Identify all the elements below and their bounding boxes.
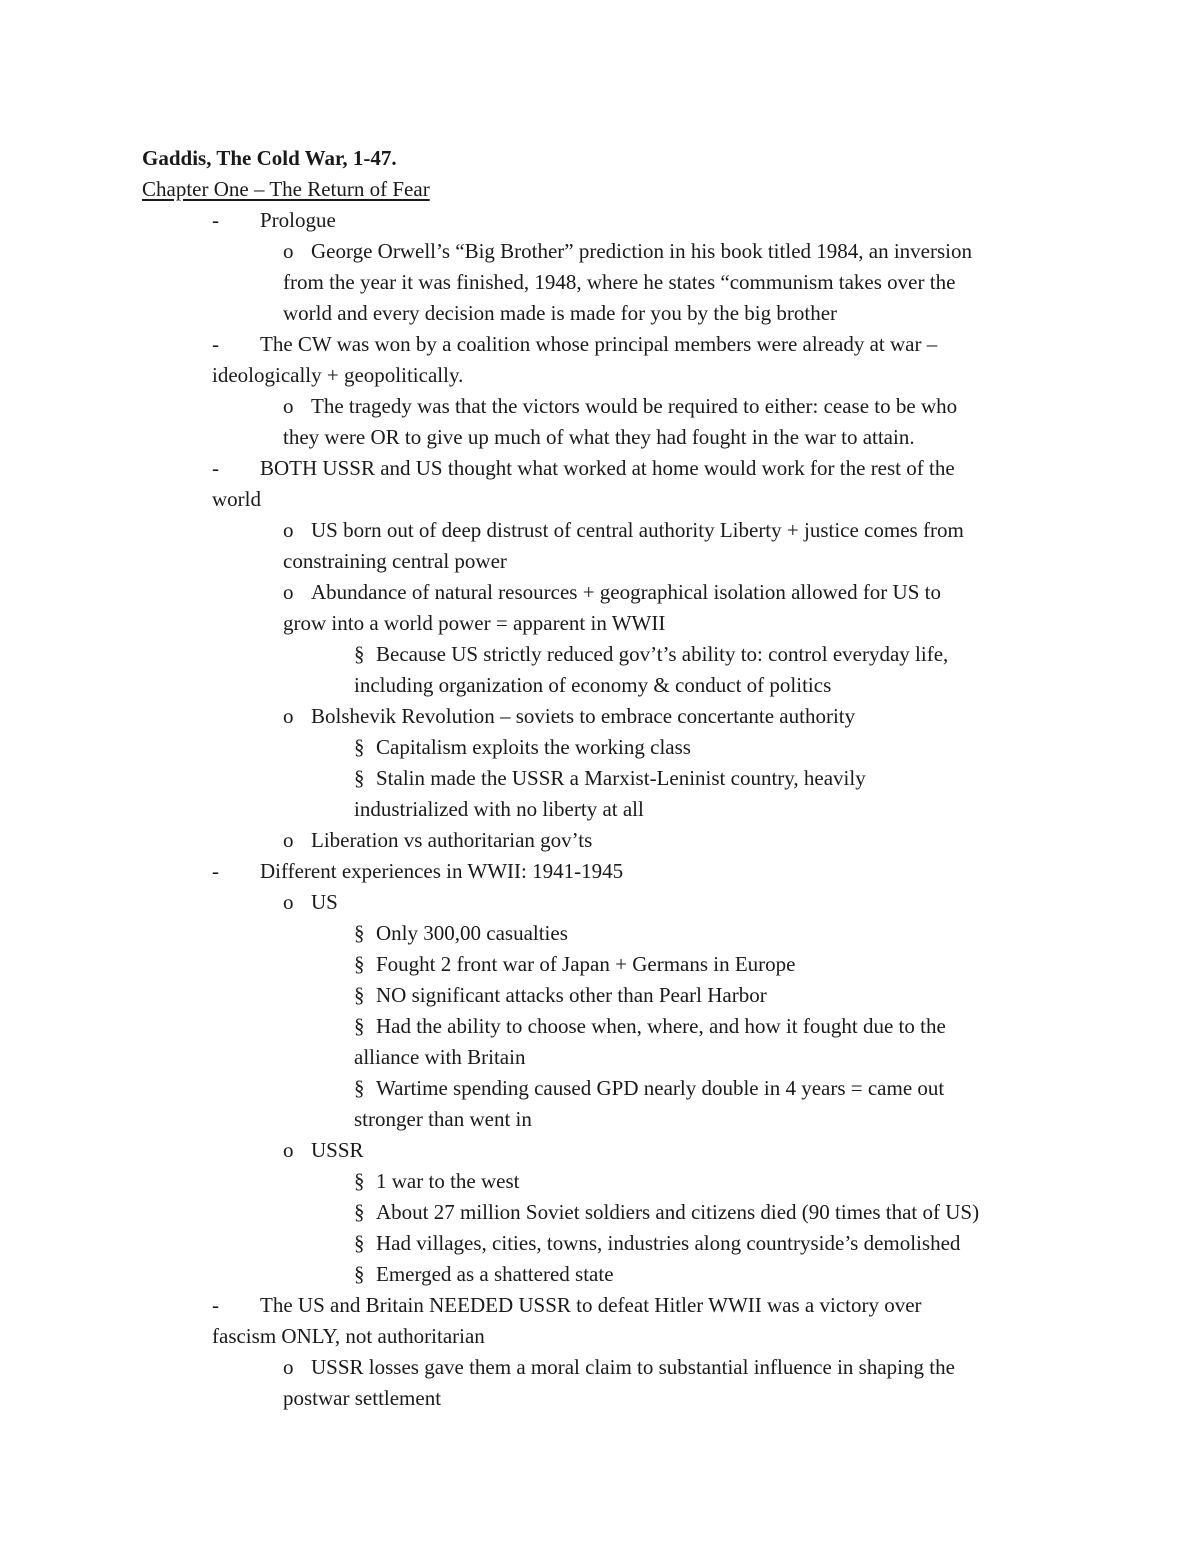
outline-text-line: Emerged as a shattered state [376, 1262, 614, 1286]
outline-text-line: The tragedy was that the victors would be required to either: cease to be who [311, 394, 958, 418]
outline-item-level-3 [0, 1166, 1200, 1197]
outline-text-line: stronger than went in [354, 1107, 532, 1131]
section-bullet-icon: § [354, 952, 365, 976]
outline-item-text [0, 1259, 1200, 1290]
circle-bullet-icon: o [283, 828, 294, 852]
outline-item-level-1 [0, 856, 1200, 887]
outline-item-level-2 [0, 825, 1200, 856]
outline-text-line: world [212, 487, 261, 511]
notes-outline [0, 205, 1200, 1414]
outline-item-text [0, 515, 1200, 577]
outline-item-level-3 [0, 980, 1200, 1011]
outline-text-line: constraining central power [283, 549, 507, 573]
document-title: Gaddis, The Cold War, 1-47. [142, 146, 397, 170]
outline-text-line: 1 war to the west [376, 1169, 520, 1193]
section-bullet-icon: § [354, 1014, 365, 1038]
outline-text-line: world and every decision made is made for you by the big brother [283, 301, 838, 325]
outline-text-line: industrialized with no liberty at all [354, 797, 644, 821]
outline-text-line: they were OR to give up much of what they had fought in the war to attain. [283, 425, 915, 449]
outline-text-line: The US and Britain NEEDED USSR to defeat Hitler WWII was a victory over [260, 1293, 922, 1317]
outline-item-level-2 [0, 515, 1200, 577]
outline-item-level-1 [0, 453, 1200, 515]
outline-text-line: Liberation vs authoritarian gov’ts [311, 828, 593, 852]
section-bullet-icon: § [354, 983, 365, 1007]
outline-item-level-1 [0, 329, 1200, 391]
outline-item-text [0, 701, 1200, 732]
outline-item-text [0, 639, 1200, 701]
section-bullet-icon: § [354, 735, 365, 759]
outline-item-text [0, 577, 1200, 639]
outline-text-line: The CW was won by a coalition whose principal members were already at war – [260, 332, 938, 356]
section-bullet-icon: § [354, 1200, 365, 1224]
outline-item-level-1 [0, 205, 1200, 236]
circle-bullet-icon: o [283, 704, 294, 728]
circle-bullet-icon: o [283, 890, 294, 914]
outline-item-text [0, 918, 1200, 949]
outline-item-level-3 [0, 732, 1200, 763]
outline-item-text [0, 1166, 1200, 1197]
outline-item-level-3 [0, 1228, 1200, 1259]
outline-item-level-2 [0, 701, 1200, 732]
outline-text-line: alliance with Britain [354, 1045, 526, 1069]
section-bullet-icon: § [354, 1076, 365, 1100]
outline-text-line: US [311, 890, 338, 914]
outline-item-text [0, 1290, 1200, 1352]
outline-text-line: Bolshevik Revolution – soviets to embrace concertante authority [311, 704, 856, 728]
outline-text-line: About 27 million Soviet soldiers and citizens died (90 times that of US) [376, 1200, 980, 1224]
outline-item-level-2 [0, 236, 1200, 329]
section-bullet-icon: § [354, 766, 365, 790]
outline-item-level-3 [0, 639, 1200, 701]
outline-item-text [0, 236, 1200, 329]
circle-bullet-icon: o [283, 394, 294, 418]
outline-item-level-3 [0, 918, 1200, 949]
outline-item-text [0, 1073, 1200, 1135]
outline-item-level-2 [0, 1352, 1200, 1414]
dash-bullet: - [212, 456, 219, 480]
outline-item-text [0, 732, 1200, 763]
outline-text-line: Had the ability to choose when, where, and how it fought due to the [376, 1014, 946, 1038]
outline-item-text [0, 391, 1200, 453]
outline-item-level-3 [0, 1073, 1200, 1135]
outline-text-line: Prologue [260, 208, 336, 232]
outline-text-line: Had villages, cities, towns, industries along countryside’s demolished [376, 1231, 961, 1255]
outline-text-line: Stalin made the USSR a Marxist-Leninist country, heavily [376, 766, 866, 790]
outline-item-level-2 [0, 887, 1200, 918]
outline-item-text [0, 205, 1200, 236]
outline-item-level-3 [0, 1011, 1200, 1073]
outline-text-line: Abundance of natural resources + geographical isolation allowed for US to [311, 580, 941, 604]
outline-item-level-2 [0, 391, 1200, 453]
outline-text-line: including organization of economy & conduct of politics [354, 673, 832, 697]
section-bullet-icon: § [354, 1262, 365, 1286]
outline-item-text [0, 856, 1200, 887]
outline-item-text [0, 453, 1200, 515]
outline-text-line: USSR [311, 1138, 364, 1162]
outline-item-text [0, 887, 1200, 918]
outline-item-text [0, 949, 1200, 980]
outline-text-line: Because US strictly reduced gov’t’s ability to: control everyday life, [376, 642, 949, 666]
outline-text-line: postwar settlement [283, 1386, 442, 1410]
outline-text-line: USSR losses gave them a moral claim to substantial influence in shaping the [311, 1355, 955, 1379]
section-bullet-icon: § [354, 921, 365, 945]
outline-item-level-3 [0, 949, 1200, 980]
outline-text-line: grow into a world power = apparent in WWII [283, 611, 666, 635]
section-bullet-icon: § [354, 1169, 365, 1193]
dash-bullet: - [212, 332, 219, 356]
outline-text-line: from the year it was finished, 1948, where he states “communism takes over the [283, 270, 956, 294]
outline-item-text [0, 763, 1200, 825]
circle-bullet-icon: o [283, 239, 294, 263]
outline-item-level-3 [0, 1197, 1200, 1228]
section-bullet-icon: § [354, 642, 365, 666]
outline-text-line: ideologically + geopolitically. [212, 363, 464, 387]
outline-item-text [0, 1197, 1200, 1228]
circle-bullet-icon: o [283, 1138, 294, 1162]
outline-item-text [0, 1135, 1200, 1166]
outline-text-line: George Orwell’s “Big Brother” prediction in his book titled 1984, an inversion [311, 239, 972, 263]
outline-item-level-1 [0, 1290, 1200, 1352]
outline-item-level-3 [0, 763, 1200, 825]
outline-text-line: Different experiences in WWII: 1941-1945 [260, 859, 624, 883]
outline-text-line: BOTH USSR and US thought what worked at home would work for the rest of the [260, 456, 955, 480]
dash-bullet: - [212, 208, 219, 232]
outline-text-line: Wartime spending caused GPD nearly double in 4 years = came out [376, 1076, 945, 1100]
circle-bullet-icon: o [283, 1355, 294, 1379]
outline-item-text [0, 1228, 1200, 1259]
dash-bullet: - [212, 859, 219, 883]
circle-bullet-icon: o [283, 580, 294, 604]
dash-bullet: - [212, 1293, 219, 1317]
outline-text-line: Fought 2 front war of Japan + Germans in Europe [376, 952, 796, 976]
outline-item-text [0, 825, 1200, 856]
outline-text-line: NO significant attacks other than Pearl Harbor [376, 983, 767, 1007]
outline-text-line: Capitalism exploits the working class [376, 735, 691, 759]
chapter-heading: Chapter One – The Return of Fear [142, 177, 430, 201]
section-bullet-icon: § [354, 1231, 365, 1255]
circle-bullet-icon: o [283, 518, 294, 542]
outline-text-line: fascism ONLY, not authoritarian [212, 1324, 485, 1348]
outline-item-text [0, 1011, 1200, 1073]
outline-item-level-2 [0, 577, 1200, 639]
outline-item-level-3 [0, 1259, 1200, 1290]
outline-item-level-2 [0, 1135, 1200, 1166]
outline-item-text [0, 980, 1200, 1011]
outline-text-line: Only 300,00 casualties [376, 921, 568, 945]
outline-text-line: US born out of deep distrust of central authority Liberty + justice comes from [311, 518, 964, 542]
outline-item-text [0, 329, 1200, 391]
outline-item-text [0, 1352, 1200, 1414]
